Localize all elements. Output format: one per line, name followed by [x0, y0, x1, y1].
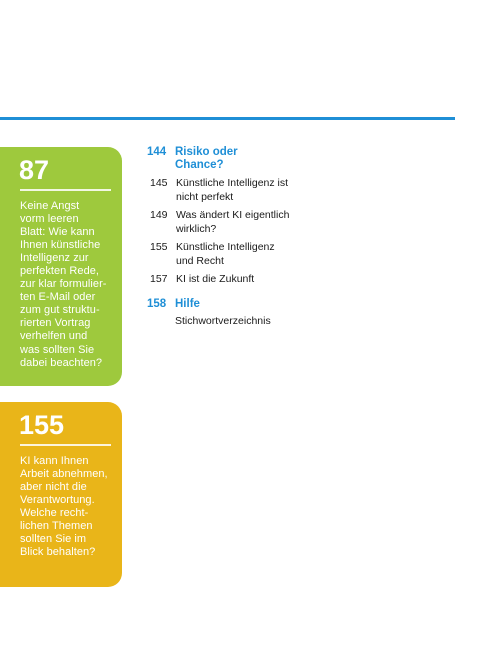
entry-title: Künstliche Intelligenz und Recht	[176, 241, 275, 267]
callout-divider	[20, 444, 111, 446]
top-rule	[0, 117, 455, 120]
section-page-number: 158	[147, 298, 167, 310]
section-title: Hilfe	[175, 298, 200, 310]
toc-entry[interactable]	[147, 176, 467, 204]
callout-page-number: 87	[19, 155, 50, 185]
section-subtitle[interactable]: Stichwortverzeichnis	[175, 315, 271, 327]
callout-text: Keine Angst vorm leeren Blatt: Wie kann Ihnen künstliche Intelligenz zur perfekten Rede, zur klar formulier- ten E-Mail oder zum gut struktu- rierten Vortrag verhelfen und was sollten Sie dabei beachten?	[20, 199, 107, 369]
toc-section-hilfe[interactable]	[147, 298, 467, 311]
entry-page-number: 157	[150, 273, 168, 285]
section-page-number: 144	[147, 146, 167, 158]
entry-title: KI ist die Zukunft	[176, 273, 255, 285]
table-of-contents	[147, 146, 467, 328]
toc-section-risiko[interactable]	[147, 146, 467, 172]
callout-divider	[20, 189, 111, 191]
entry-page-number: 145	[150, 177, 168, 189]
entry-page-number: 155	[150, 241, 168, 253]
callout-yellow	[0, 402, 122, 587]
callout-page-number: 155	[19, 410, 65, 440]
callout-green	[0, 147, 122, 386]
entry-page-number: 149	[150, 209, 168, 221]
callout-text: KI kann Ihnen Arbeit abnehmen, aber nicht die Verantwortung. Welche recht- lichen Themen sollten Sie im Blick behalten?	[20, 454, 108, 559]
toc-entry[interactable]	[147, 272, 467, 286]
section-title: Risiko oder Chance?	[175, 146, 238, 171]
toc-entry[interactable]	[147, 208, 467, 236]
entry-title: Was ändert KI eigentlich wirklich?	[176, 209, 290, 235]
entry-title: Künstliche Intelligenz ist nicht perfekt	[176, 177, 289, 203]
toc-entry[interactable]	[147, 240, 467, 268]
